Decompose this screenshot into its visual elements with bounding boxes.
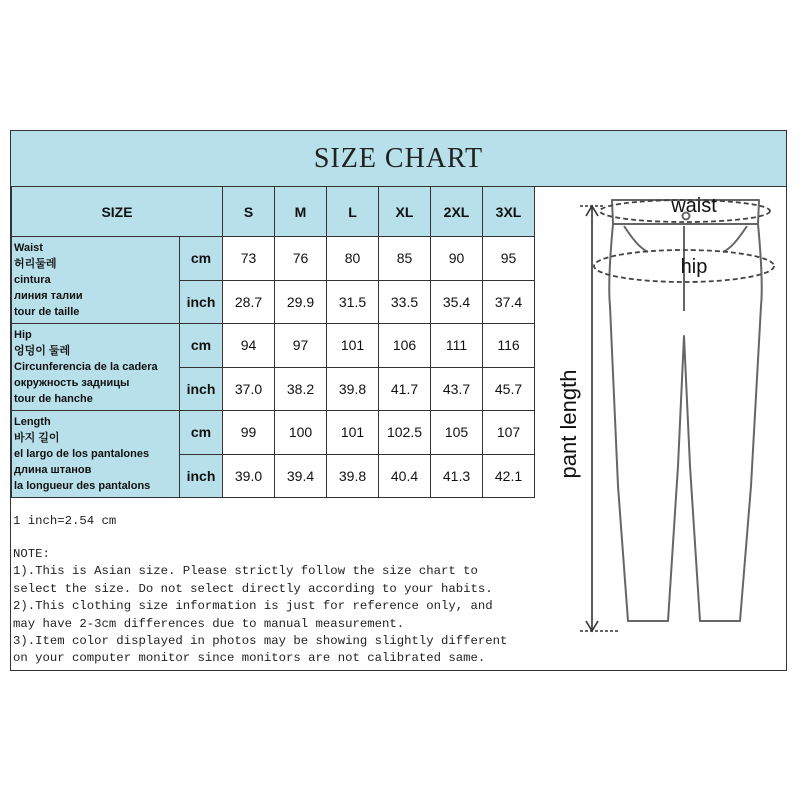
value-cell: 116 — [483, 324, 535, 368]
waist-cm-row — [12, 237, 535, 281]
value-cell: 39.4 — [275, 454, 327, 498]
label-line: Hip — [14, 329, 32, 341]
hip-cm-row — [12, 324, 535, 368]
size-col-3xl: 3XL — [483, 187, 535, 237]
value-cell: 37.0 — [223, 367, 275, 411]
value-cell: 37.4 — [483, 280, 535, 324]
hip-label: hip — [680, 256, 708, 278]
size-col-2xl: 2XL — [431, 187, 483, 237]
pant-length-label: pant length — [556, 369, 581, 479]
value-cell: 102.5 — [379, 411, 431, 455]
value-cell: 31.5 — [327, 280, 379, 324]
value-cell: 28.7 — [223, 280, 275, 324]
value-cell: 39.0 — [223, 454, 275, 498]
value-cell: 38.2 — [275, 367, 327, 411]
inch-conversion-note: 1 inch=2.54 cm — [13, 514, 117, 528]
note-line: 2).This clothing size information is just for reference only, and — [13, 599, 493, 614]
unit-cell: inch — [180, 454, 223, 498]
value-cell: 95 — [483, 237, 535, 281]
value-cell: 106 — [379, 324, 431, 368]
note-line: select the size. Do not select directly according to your habits. — [13, 581, 493, 596]
value-cell: 43.7 — [431, 367, 483, 411]
unit-cell: inch — [180, 367, 223, 411]
label-line: длина штанов — [14, 464, 92, 476]
note-line: 1).This is Asian size. Please strictly follow the size chart to — [13, 564, 478, 579]
value-cell: 80 — [327, 237, 379, 281]
value-cell: 73 — [223, 237, 275, 281]
size-col-s: S — [223, 187, 275, 237]
label-line: tour de hanche — [14, 393, 93, 405]
size-table — [11, 186, 535, 498]
value-cell: 29.9 — [275, 280, 327, 324]
unit-cell: cm — [180, 237, 223, 281]
value-cell: 40.4 — [379, 454, 431, 498]
value-cell: 85 — [379, 237, 431, 281]
notes-block — [13, 546, 533, 668]
value-cell: 101 — [327, 324, 379, 368]
label-line: tour de taille — [14, 306, 80, 318]
value-cell: 39.8 — [327, 367, 379, 411]
size-col-xl: XL — [379, 187, 431, 237]
label-line: 허리둘레 — [14, 258, 57, 270]
value-cell: 100 — [275, 411, 327, 455]
value-cell: 99 — [223, 411, 275, 455]
value-cell: 41.7 — [379, 367, 431, 411]
value-cell: 76 — [275, 237, 327, 281]
value-cell: 42.1 — [483, 454, 535, 498]
value-cell: 101 — [327, 411, 379, 455]
waist-label: waist — [671, 195, 717, 217]
value-cell: 41.3 — [431, 454, 483, 498]
value-cell: 35.4 — [431, 280, 483, 324]
value-cell: 111 — [431, 324, 483, 368]
unit-cell: inch — [180, 280, 223, 324]
value-cell: 107 — [483, 411, 535, 455]
label-line: Waist — [14, 242, 43, 254]
label-line: el largo de los pantalones — [14, 448, 150, 460]
size-header-cell: SIZE — [12, 187, 223, 237]
waist-label-cell — [12, 237, 180, 324]
label-line: окружность задницы — [14, 377, 130, 389]
length-arrow-icon — [580, 206, 619, 631]
note-line: NOTE: — [13, 547, 50, 561]
label-line: 엉덩이 둘레 — [14, 345, 71, 357]
label-line: линия талии — [14, 290, 83, 302]
hip-label-cell — [12, 324, 180, 411]
value-cell: 97 — [275, 324, 327, 368]
unit-cell: cm — [180, 324, 223, 368]
size-col-m: M — [275, 187, 327, 237]
value-cell: 94 — [223, 324, 275, 368]
unit-cell: cm — [180, 411, 223, 455]
size-header-row — [12, 187, 535, 237]
value-cell: 45.7 — [483, 367, 535, 411]
label-line: Length — [14, 416, 51, 428]
value-cell: 105 — [431, 411, 483, 455]
value-cell: 33.5 — [379, 280, 431, 324]
length-label-cell — [12, 411, 180, 498]
value-cell: 39.8 — [327, 454, 379, 498]
size-chart-frame — [10, 130, 787, 671]
label-line: cintura — [14, 274, 51, 286]
size-col-l: L — [327, 187, 379, 237]
note-line: 3).Item color displayed in photos may be showing slightly different — [13, 634, 508, 649]
note-line: may have 2-3cm differences due to manual measurement. — [13, 616, 405, 631]
length-cm-row — [12, 411, 535, 455]
value-cell: 90 — [431, 237, 483, 281]
note-line: on your computer monitor since monitors are not calibrated same. — [13, 651, 486, 666]
label-line: la longueur des pantalons — [14, 480, 151, 492]
label-line: 바지 길이 — [14, 432, 60, 444]
label-line: Circunferencia de la cadera — [14, 361, 158, 373]
pants-diagram — [544, 186, 786, 670]
chart-title: SIZE CHART — [11, 131, 786, 187]
